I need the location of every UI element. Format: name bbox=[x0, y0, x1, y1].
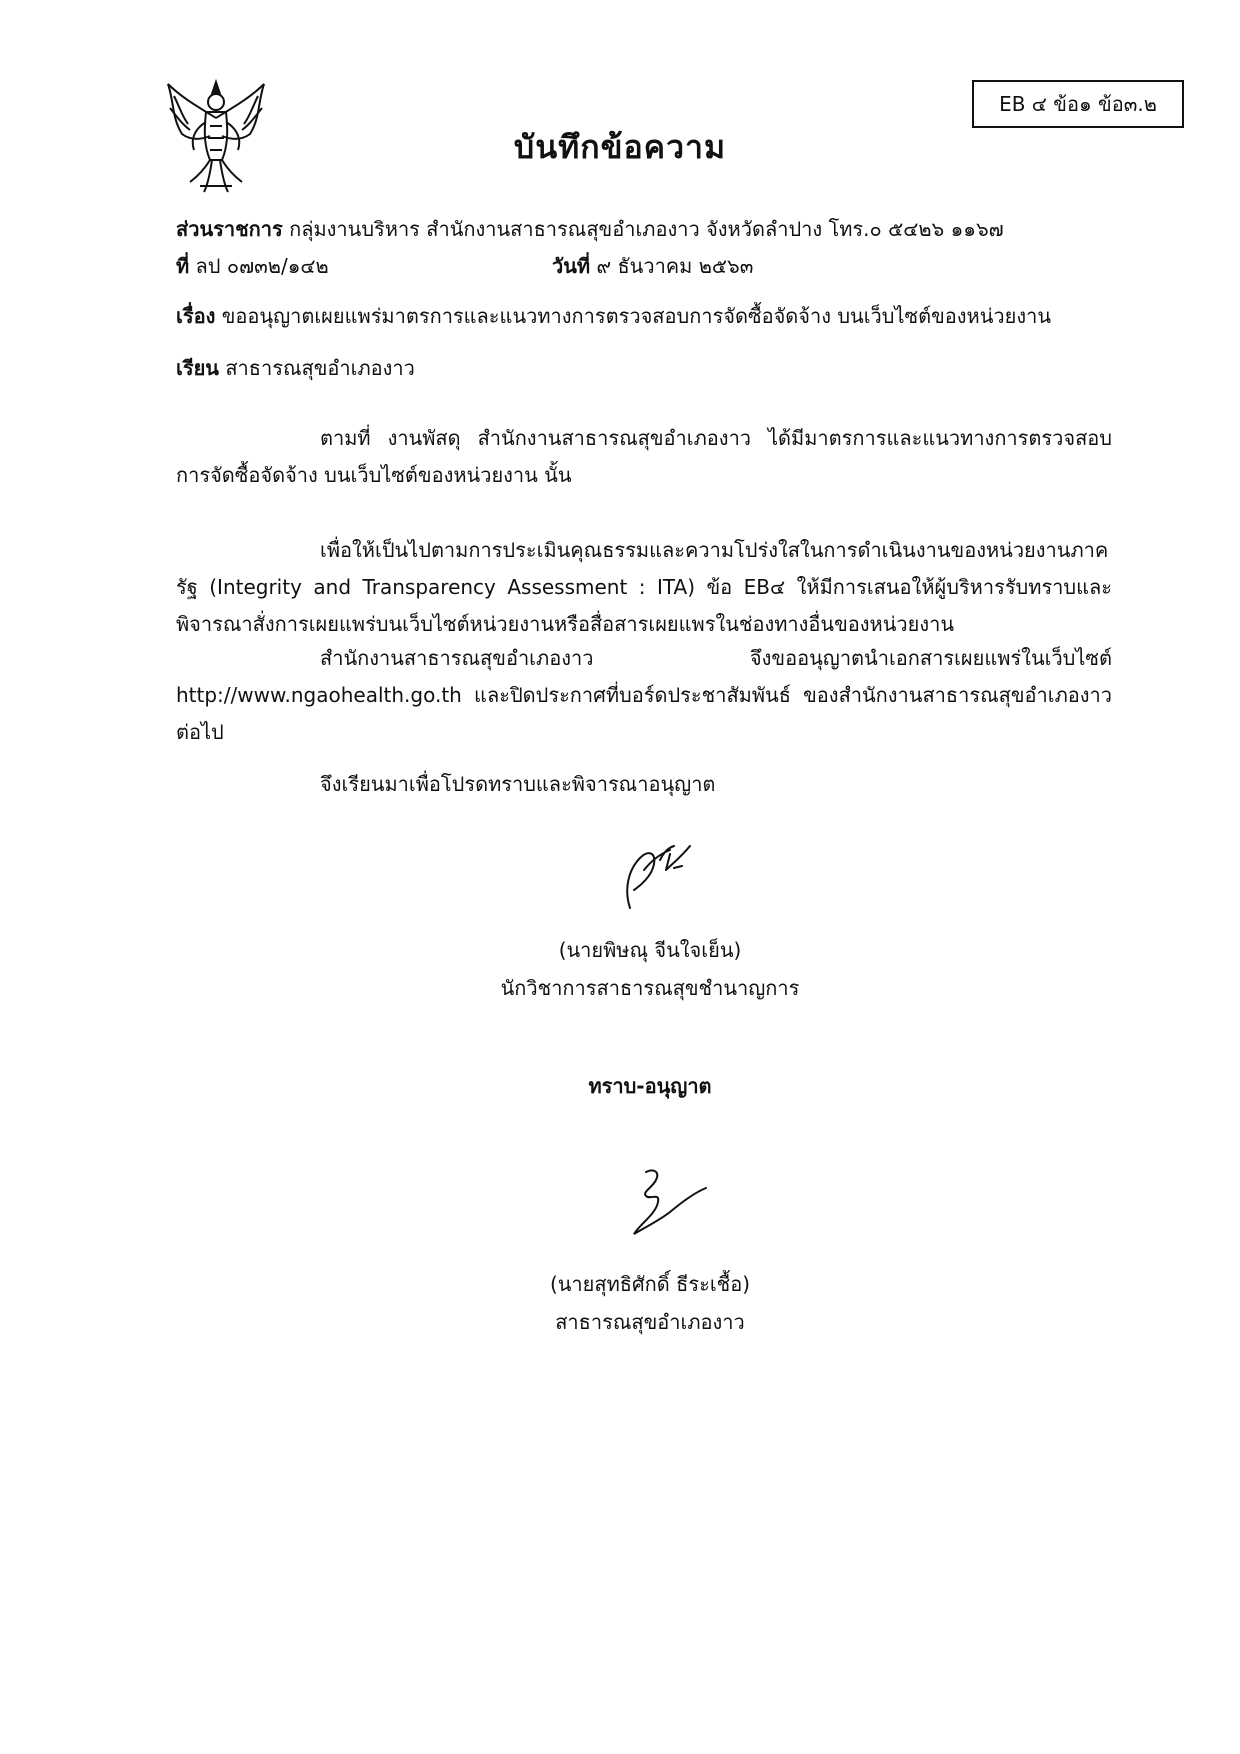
date-line bbox=[552, 250, 753, 282]
paragraph-3-text: สำนักงานสาธารณสุขอำเภองาว จึงขออนุญาตนำเอกสารเผยแพร่ในเว็บไซต์ http://www.ngaohealth.go.th และปิดประกาศที่บอร์ดประชาสัมพันธ์ ของสำนักงานสาธารณสุขอำเภองาว ต่อไป bbox=[176, 646, 1112, 744]
signer-2-position: สาธารณสุขอำเภองาว bbox=[555, 1310, 745, 1334]
doc-number-value: ลป ๐๗๓๒/๑๔๒ bbox=[195, 254, 329, 278]
paragraph-2 bbox=[176, 532, 1112, 643]
memo-title: บันทึกข้อความ bbox=[513, 128, 727, 166]
agency-line bbox=[176, 213, 1004, 245]
approval-label: ทราบ-อนุญาต bbox=[588, 1074, 712, 1098]
signature-2-icon bbox=[610, 1162, 720, 1242]
signature-1-icon bbox=[600, 830, 710, 915]
subject-label: เรื่อง bbox=[176, 304, 216, 328]
doc-number-label: ที่ bbox=[176, 254, 190, 278]
doc-number-line bbox=[176, 250, 329, 282]
paragraph-3 bbox=[176, 640, 1112, 751]
closing-line: จึงเรียนมาเพื่อโปรดทราบและพิจารณาอนุญาต bbox=[320, 772, 716, 796]
subject-value: ขออนุญาตเผยแพร่มาตรการและแนวทางการตรวจสอบการจัดซื้อจัดจ้าง บนเว็บไซต์ของหน่วยงาน bbox=[221, 304, 1052, 328]
recipient-label: เรียน bbox=[176, 356, 219, 380]
agency-value: กลุ่มงานบริหาร สำนักงานสาธารณสุขอำเภองาว จังหวัดลำปาง โทร.๐ ๕๔๒๖ ๑๑๖๗ bbox=[289, 217, 1004, 241]
agency-label: ส่วนราชการ bbox=[176, 217, 283, 241]
recipient-value: สาธารณสุขอำเภองาว bbox=[225, 356, 415, 380]
paragraph-1 bbox=[176, 420, 1112, 494]
reference-box: EB ๔ ข้อ๑ ข้อ๓.๒ bbox=[972, 80, 1184, 128]
signer-1-position: นักวิชาการสาธารณสุขชำนาญการ bbox=[500, 976, 800, 1000]
date-value: ๙ ธันวาคม ๒๕๖๓ bbox=[596, 254, 754, 278]
paragraph-1-text: ตามที่ งานพัสดุ สำนักงานสาธารณสุขอำเภองาว ได้มีมาตรการและแนวทางการตรวจสอบการจัดซื้อจัดจ้าง บนเว็บไซต์ของหน่วยงาน นั้น bbox=[176, 426, 1112, 487]
paragraph-2-text: เพื่อให้เป็นไปตามการประเมินคุณธรรมและความโปร่งใสในการดำเนินงานของหน่วยงานภาครัฐ (Integrity and Transparency Assessment : ITA) ข้อ EB๔ ให้มีการเสนอให้ผู้บริหารรับทราบและพิจารณาสั่งการเผยแพร่บนเว็บไซต์หน่วยงานหรือสื่อสารเผยแพรในช่องทางอื่นของหน่วยงาน bbox=[176, 538, 1112, 636]
signer-2-name: (นายสุทธิศักดิ์ ธีระเชื้อ) bbox=[549, 1272, 751, 1296]
subject-line bbox=[176, 300, 1051, 332]
recipient-line bbox=[176, 352, 415, 384]
signer-1-name: (นายพิษณุ จีนใจเย็น) bbox=[558, 938, 742, 962]
date-label: วันที่ bbox=[552, 254, 591, 278]
